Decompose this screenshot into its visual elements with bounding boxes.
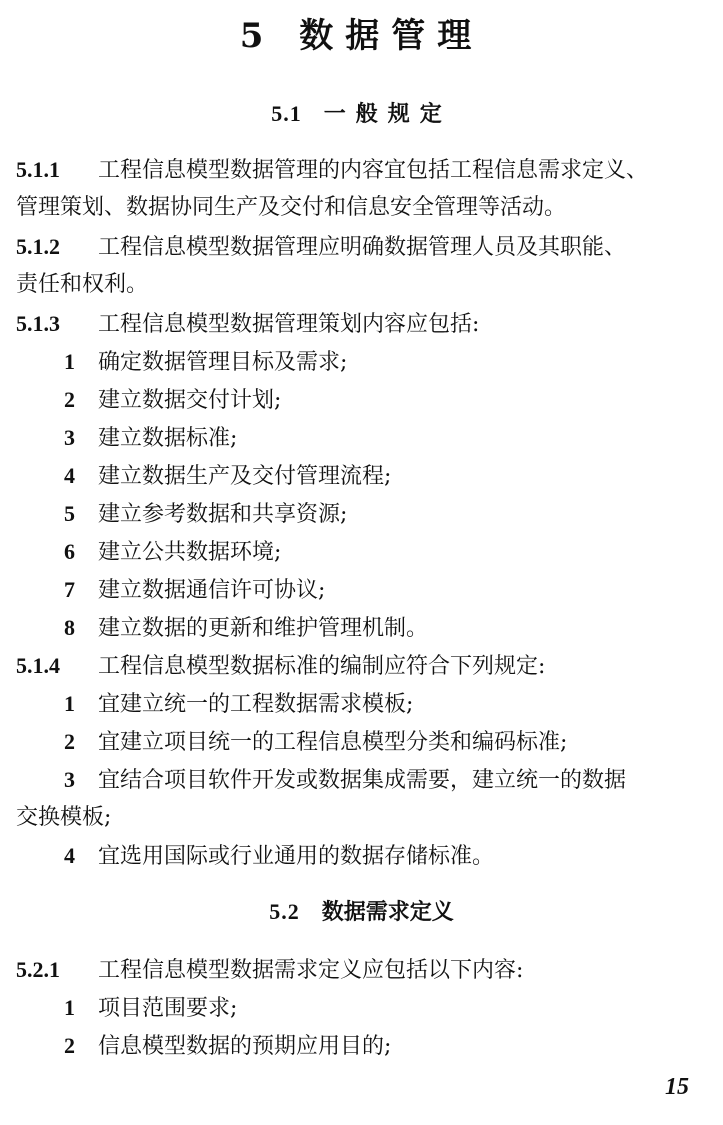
clause-5-1-2-line-2: 责任和权利。 xyxy=(16,272,149,297)
clause-number: 5.1.1 xyxy=(16,157,60,182)
list-item xyxy=(64,765,723,796)
clause-5-1-2-line-1 xyxy=(16,232,716,263)
list-item xyxy=(64,537,723,568)
item-text: 项目范围要求; xyxy=(98,996,238,1021)
list-item xyxy=(64,613,723,644)
item-text: 宜结合项目软件开发或数据集成需要，建立统一的数据 xyxy=(98,768,627,793)
clause-5-1-1-line-2: 管理策划、数据协同生产及交付和信息安全管理等活动。 xyxy=(16,195,567,220)
list-item xyxy=(64,499,723,530)
clause-5-2-1 xyxy=(16,955,716,986)
list-item-continuation: 交换模板; xyxy=(16,805,112,830)
item-number: 4 xyxy=(64,463,75,488)
list-item xyxy=(64,347,723,378)
item-number: 3 xyxy=(64,767,75,792)
clause-5-1-3 xyxy=(16,309,716,340)
item-text: 建立公共数据环境; xyxy=(98,540,282,565)
item-number: 4 xyxy=(64,843,75,868)
item-text: 宜选用国际或行业通用的数据存储标准。 xyxy=(98,844,495,869)
clause-text: 工程信息模型数据管理的内容宜包括工程信息需求定义、 xyxy=(98,158,649,183)
clause-number: 5.1.4 xyxy=(16,653,60,678)
list-item xyxy=(64,993,723,1024)
item-text: 宜建立项目统一的工程信息模型分类和编码标准; xyxy=(98,730,568,755)
list-item xyxy=(64,727,723,758)
item-number: 6 xyxy=(64,539,75,564)
section-title: 数据需求定义 xyxy=(321,899,454,925)
item-number: 2 xyxy=(64,1033,75,1058)
section-number: 5.2 xyxy=(269,899,300,924)
item-number: 7 xyxy=(64,577,75,602)
list-item xyxy=(64,689,723,720)
item-text: 建立数据的更新和维护管理机制。 xyxy=(98,616,429,641)
clause-number: 5.2.1 xyxy=(16,957,60,982)
section-title: 一般规定 xyxy=(323,101,452,127)
chapter-title xyxy=(0,14,723,58)
page-number: 15 xyxy=(665,1074,689,1100)
item-text: 宜建立统一的工程数据需求模板; xyxy=(98,692,414,717)
clause-text: 工程信息模型数据需求定义应包括以下内容: xyxy=(98,958,524,983)
item-number: 3 xyxy=(64,425,75,450)
clause-5-1-4 xyxy=(16,651,716,682)
list-item xyxy=(64,461,723,492)
clause-number: 5.1.3 xyxy=(16,311,60,336)
clause-5-1-1-line-1 xyxy=(16,155,716,186)
item-text: 建立数据通信许可协议; xyxy=(98,578,326,603)
item-number: 1 xyxy=(64,995,75,1020)
list-item xyxy=(64,1031,723,1062)
item-number: 2 xyxy=(64,729,75,754)
chapter-number: 5 xyxy=(239,16,276,56)
item-text: 建立数据标准; xyxy=(98,426,238,451)
chapter-title-text: 数据管理 xyxy=(299,16,484,56)
section-number: 5.1 xyxy=(271,101,302,126)
clause-text: 工程信息模型数据管理策划内容应包括: xyxy=(98,312,480,337)
list-item xyxy=(64,575,723,606)
item-text: 建立数据交付计划; xyxy=(98,388,282,413)
clause-text: 工程信息模型数据标准的编制应符合下列规定: xyxy=(98,654,546,679)
section-heading-5-2 xyxy=(0,897,723,927)
item-text: 建立参考数据和共享资源; xyxy=(98,502,348,527)
item-text: 建立数据生产及交付管理流程; xyxy=(98,464,392,489)
list-item xyxy=(64,385,723,416)
item-text: 确定数据管理目标及需求; xyxy=(98,350,348,375)
item-number: 5 xyxy=(64,501,75,526)
section-heading-5-1 xyxy=(0,99,723,129)
item-text: 信息模型数据的预期应用目的; xyxy=(98,1034,392,1059)
item-number: 2 xyxy=(64,387,75,412)
list-item xyxy=(64,423,723,454)
clause-text: 工程信息模型数据管理应明确数据管理人员及其职能、 xyxy=(98,235,627,260)
item-number: 1 xyxy=(64,691,75,716)
item-number: 1 xyxy=(64,349,75,374)
list-item xyxy=(64,841,723,872)
clause-number: 5.1.2 xyxy=(16,234,60,259)
item-number: 8 xyxy=(64,615,75,640)
